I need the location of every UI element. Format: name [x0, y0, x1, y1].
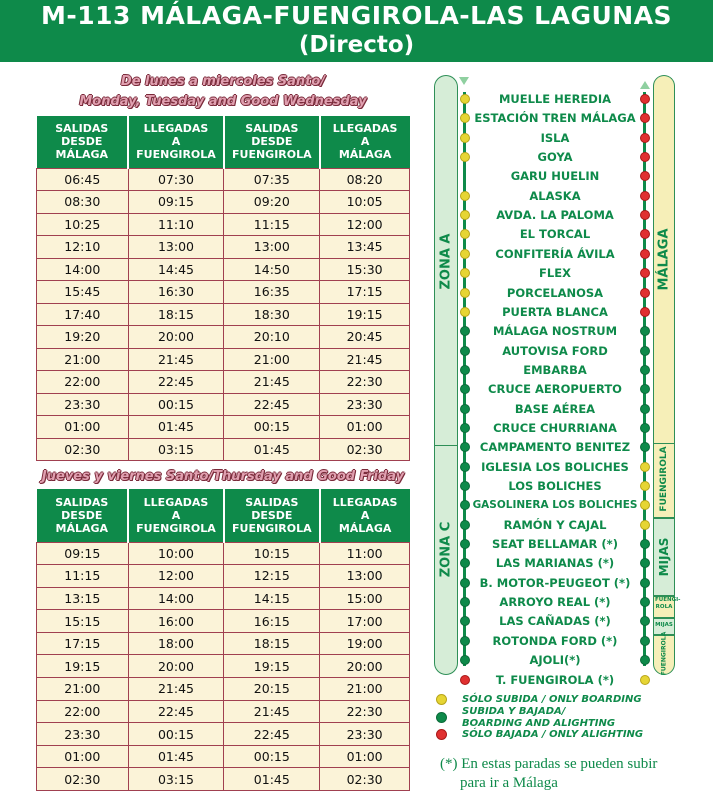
stop-dot-outbound-icon	[460, 94, 470, 104]
stop-dot-return-icon	[640, 481, 650, 491]
column-header-line: DESDE	[61, 508, 103, 522]
stop-dot-return-icon	[640, 249, 650, 259]
table-row	[37, 258, 410, 281]
stop-name: PUERTA BLANCA	[502, 304, 608, 319]
stop-name: MÁLAGA NOSTRUM	[492, 324, 618, 339]
stop-name: AUTOVISA FORD	[502, 343, 608, 358]
time-cell: 12:00	[320, 213, 410, 236]
time-cell: 12:10	[37, 236, 129, 259]
stop-dot-return-icon	[640, 268, 650, 278]
time-cell: 01:45	[224, 438, 320, 461]
stop-dot-outbound-icon	[460, 500, 470, 510]
direction-up-arrow-icon	[640, 81, 650, 89]
stop-dot-return-icon	[640, 326, 650, 336]
stop-dot-outbound-icon	[460, 520, 470, 530]
time-cell: 22:45	[128, 371, 224, 394]
time-cell: 21:45	[224, 371, 320, 394]
schedule1-title-en: Monday, Tuesday and Good Wednesday	[79, 94, 367, 109]
time-cell: 10:05	[320, 191, 410, 214]
table-row	[37, 303, 410, 326]
stop-dot-outbound-icon	[460, 384, 470, 394]
table-row	[37, 565, 410, 588]
time-cell: 15:30	[320, 258, 410, 281]
stop-dot-return-icon	[640, 578, 650, 588]
column-header-line: LLEGADAS	[143, 122, 209, 136]
stop-dot-return-icon	[640, 520, 650, 530]
column-header	[128, 116, 224, 168]
stop-dot-outbound-icon	[460, 152, 470, 162]
time-cell: 01:00	[37, 745, 129, 768]
time-cell: 22:45	[224, 393, 320, 416]
stop-dot-outbound-icon	[460, 616, 470, 626]
time-cell: 18:00	[128, 632, 224, 655]
column-header-line: DESDE	[251, 508, 293, 522]
time-cell: 03:15	[128, 768, 224, 791]
time-cell: 02:30	[37, 438, 129, 461]
time-cell: 21:45	[320, 348, 410, 371]
legend-only-alighting: SÓLO BAJADA / ONLY ALIGHTING	[462, 729, 644, 740]
time-cell: 01:00	[320, 416, 410, 439]
stop-dot-outbound-icon	[460, 191, 470, 201]
legend-red-dot-icon	[436, 729, 447, 740]
table-row	[37, 610, 410, 633]
footnote-line1: (*) En estas paradas se pueden subir	[440, 756, 658, 772]
zone-c-label: ZONA C	[438, 521, 454, 578]
stop-dot-return-icon	[640, 229, 650, 239]
time-cell: 19:15	[224, 655, 320, 678]
stop-name: IGLESIA LOS BOLICHES	[481, 459, 629, 474]
time-cell: 17:40	[37, 303, 129, 326]
legend-boarding-alighting-en: BOARDING AND ALIGHTING	[462, 718, 616, 729]
stop-dot-return-icon	[640, 539, 650, 549]
time-cell: 21:45	[224, 700, 320, 723]
time-cell: 09:15	[128, 191, 224, 214]
time-cell: 02:30	[37, 768, 129, 791]
municipality-label-fuengirola-3: FUENGIROLA	[660, 631, 668, 676]
column-header-line: DESDE	[251, 135, 293, 149]
time-cell: 13:00	[320, 565, 410, 588]
table-row	[37, 236, 410, 259]
time-cell: 16:30	[128, 281, 224, 304]
time-cell: 18:15	[128, 303, 224, 326]
stop-dot-return-icon	[640, 384, 650, 394]
time-cell: 15:45	[37, 281, 129, 304]
stop-name: CRUCE CHURRIANA	[493, 420, 617, 435]
time-cell: 08:20	[320, 168, 410, 191]
stop-name: FLEX	[539, 266, 571, 281]
legend-yellow-dot-icon	[436, 694, 447, 705]
table-row	[37, 678, 410, 701]
stop-dot-return-icon	[640, 423, 650, 433]
column-header-line: LLEGADAS	[332, 122, 398, 136]
stop-name: SEAT BELLAMAR (*)	[492, 537, 618, 552]
stop-name: LOS BOLICHES	[508, 479, 602, 493]
time-cell: 22:30	[320, 371, 410, 394]
column-header-line: A	[360, 508, 370, 522]
time-cell: 01:45	[128, 416, 224, 439]
column-header	[37, 116, 129, 168]
stop-dot-outbound-icon	[460, 539, 470, 549]
time-cell: 01:45	[224, 768, 320, 791]
column-header-line: MÁLAGA	[55, 521, 109, 535]
time-cell: 22:00	[37, 700, 129, 723]
stop-dot-outbound-icon	[460, 268, 470, 278]
time-cell: 13:00	[224, 236, 320, 259]
table-row	[37, 438, 410, 461]
column-header-line: MÁLAGA	[338, 521, 392, 535]
stop-dot-outbound-icon	[460, 462, 470, 472]
stop-dot-return-icon	[640, 152, 650, 162]
time-cell: 10:15	[224, 542, 320, 565]
time-cell: 15:00	[320, 587, 410, 610]
column-header	[224, 116, 320, 168]
table-row	[37, 700, 410, 723]
footnote	[440, 755, 710, 793]
stop-dot-return-icon	[640, 307, 650, 317]
stop-dot-return-icon	[640, 94, 650, 104]
stop-dot-return-icon	[640, 558, 650, 568]
stop-dot-outbound-icon	[460, 346, 470, 356]
column-header	[224, 489, 320, 542]
stop-dot-outbound-icon	[460, 675, 470, 685]
time-cell: 20:15	[224, 678, 320, 701]
stop-dot-outbound-icon	[460, 210, 470, 220]
stop-name: BASE AÉREA	[514, 401, 596, 416]
time-cell: 14:15	[224, 587, 320, 610]
municipality-label-malaga: MÁLAGA	[656, 228, 672, 291]
time-cell: 02:30	[320, 438, 410, 461]
table-row	[37, 393, 410, 416]
stop-dot-outbound-icon	[460, 249, 470, 259]
column-header-line: SALIDAS	[55, 495, 109, 509]
legend-green-dot-icon	[436, 712, 447, 723]
stop-dot-return-icon	[640, 210, 650, 220]
time-cell: 21:00	[37, 678, 129, 701]
time-cell: 19:20	[37, 326, 129, 349]
time-cell: 17:15	[320, 281, 410, 304]
schedule1-table	[36, 116, 410, 461]
time-cell: 14:50	[224, 258, 320, 281]
table-row	[37, 723, 410, 746]
stop-dot-outbound-icon	[460, 423, 470, 433]
stop-dot-return-icon	[640, 191, 650, 201]
stop-dot-return-icon	[640, 133, 650, 143]
stop-name: T. FUENGIROLA (*)	[495, 672, 615, 687]
column-header-line: A	[360, 135, 370, 149]
stop-name: ESTACIÓN TREN MÁLAGA	[474, 111, 636, 126]
time-cell: 14:00	[37, 258, 129, 281]
stop-dot-return-icon	[640, 500, 650, 510]
stop-dot-outbound-icon	[460, 558, 470, 568]
time-cell: 11:15	[224, 213, 320, 236]
stop-dot-return-icon	[640, 171, 650, 181]
column-header-line: FUENGIROLA	[136, 521, 216, 535]
footnote-line2: para ir a Málaga	[460, 775, 558, 791]
time-cell: 07:35	[224, 168, 320, 191]
stop-name: EL TORCAL	[519, 227, 591, 242]
table-row	[37, 281, 410, 304]
time-cell: 23:30	[37, 393, 129, 416]
time-cell: 15:15	[37, 610, 129, 633]
time-cell: 13:45	[320, 236, 410, 259]
column-header-line: FUENGIROLA	[136, 148, 216, 162]
stop-dot-outbound-icon	[460, 442, 470, 452]
stop-name: GASOLINERA LOS BOLICHES	[472, 499, 638, 512]
stop-name: PORCELANOSA	[506, 285, 604, 300]
stop-dot-return-icon	[640, 616, 650, 626]
schedule2-title: Jueves y viernes Santo/Thursday and Good Friday	[41, 469, 405, 484]
column-header	[37, 489, 129, 542]
table-row	[37, 655, 410, 678]
time-cell: 16:00	[128, 610, 224, 633]
time-cell: 00:15	[224, 416, 320, 439]
time-cell: 21:00	[224, 348, 320, 371]
stop-name: ALASKA	[529, 188, 581, 203]
stop-dot-return-icon	[640, 288, 650, 298]
municipality-label-mijas-2: MIJAS	[655, 622, 673, 628]
column-header-line: DESDE	[61, 135, 103, 149]
time-cell: 20:00	[320, 655, 410, 678]
stop-dot-outbound-icon	[460, 307, 470, 317]
column-header	[128, 489, 224, 542]
stop-name: EMBARBA	[523, 362, 587, 377]
column-header-line: SALIDAS	[245, 122, 299, 136]
time-cell: 23:30	[37, 723, 129, 746]
stop-name: ARROYO REAL (*)	[499, 595, 611, 610]
time-cell: 18:30	[224, 303, 320, 326]
stop-dot-return-icon	[640, 404, 650, 414]
time-cell: 22:45	[224, 723, 320, 746]
time-cell: 13:00	[128, 236, 224, 259]
time-cell: 03:15	[128, 438, 224, 461]
table-row	[37, 587, 410, 610]
column-header	[320, 116, 410, 168]
time-cell: 20:00	[128, 326, 224, 349]
time-cell: 22:00	[37, 371, 129, 394]
stop-name: ROTONDA FORD (*)	[492, 633, 618, 648]
time-cell: 21:00	[320, 678, 410, 701]
time-cell: 17:15	[37, 632, 129, 655]
legend-only-boarding: SÓLO SUBIDA / ONLY BOARDING	[462, 694, 642, 705]
column-header-line: MÁLAGA	[338, 148, 392, 162]
time-cell: 09:15	[37, 542, 129, 565]
time-cell: 01:00	[37, 416, 129, 439]
stop-name: AJOLI(*)	[529, 653, 581, 668]
time-cell: 10:25	[37, 213, 129, 236]
stop-name: B. MOTOR-PEUGEOT (*)	[479, 575, 631, 590]
table-row	[37, 168, 410, 191]
time-cell: 12:15	[224, 565, 320, 588]
time-cell: 02:30	[320, 768, 410, 791]
legend-boarding-alighting-es: SUBIDA Y BAJADA/	[462, 706, 566, 717]
time-cell: 07:30	[128, 168, 224, 191]
stop-dot-outbound-icon	[460, 113, 470, 123]
table-row	[37, 213, 410, 236]
stop-name: CRUCE AEROPUERTO	[488, 382, 622, 397]
title-bar	[0, 0, 713, 62]
time-cell: 13:15	[37, 587, 129, 610]
stop-dot-return-icon	[640, 597, 650, 607]
column-header-line: LLEGADAS	[143, 495, 209, 509]
column-header-line: A	[171, 135, 181, 149]
column-header	[320, 489, 410, 542]
stop-dot-return-icon	[640, 636, 650, 646]
stop-dot-return-icon	[640, 675, 650, 685]
direction-down-arrow-icon	[459, 77, 469, 85]
table-row	[37, 348, 410, 371]
stop-name: GARU HUELIN	[510, 169, 600, 184]
column-header-line: SALIDAS	[245, 495, 299, 509]
time-cell: 01:00	[320, 745, 410, 768]
table-row	[37, 191, 410, 214]
zone-a-label: ZONA A	[438, 233, 454, 290]
time-cell: 17:00	[320, 610, 410, 633]
column-header-line: SALIDAS	[55, 122, 109, 136]
time-cell: 00:15	[224, 745, 320, 768]
time-cell: 21:45	[128, 678, 224, 701]
column-header-line: FUENGIROLA	[232, 521, 312, 535]
time-cell: 00:15	[128, 393, 224, 416]
stop-name: GOYA	[537, 150, 573, 165]
schedule2-table	[36, 489, 410, 791]
stop-dot-outbound-icon	[460, 326, 470, 336]
time-cell: 23:30	[320, 723, 410, 746]
time-cell: 16:35	[224, 281, 320, 304]
time-cell: 20:10	[224, 326, 320, 349]
schedule1-title-es: De lunes a miercoles Santo/	[120, 74, 326, 89]
stop-dot-return-icon	[640, 365, 650, 375]
column-header-line: MÁLAGA	[55, 148, 109, 162]
stop-dot-return-icon	[640, 655, 650, 665]
municipality-label-mijas: MIJAS	[657, 537, 671, 577]
stop-dot-return-icon	[640, 462, 650, 472]
time-cell: 10:00	[128, 542, 224, 565]
stop-dot-outbound-icon	[460, 597, 470, 607]
time-cell: 09:20	[224, 191, 320, 214]
table-row	[37, 632, 410, 655]
time-cell: 22:30	[320, 700, 410, 723]
column-header-line: A	[171, 508, 181, 522]
route-title: M-113 MÁLAGA-FUENGIROLA-LAS LAGUNAS	[40, 1, 673, 30]
time-cell: 16:15	[224, 610, 320, 633]
stop-dot-outbound-icon	[460, 288, 470, 298]
municipality-label-fuengirola-2: FUENGI- ROLA	[655, 597, 681, 610]
column-header-line: FUENGIROLA	[232, 148, 312, 162]
stop-name: LAS MARIANAS (*)	[495, 556, 615, 571]
time-cell: 19:15	[37, 655, 129, 678]
time-cell: 14:00	[128, 587, 224, 610]
table-row	[37, 416, 410, 439]
stop-dot-return-icon	[640, 442, 650, 452]
time-cell: 19:00	[320, 632, 410, 655]
stop-dot-outbound-icon	[460, 655, 470, 665]
time-cell: 20:00	[128, 655, 224, 678]
column-header-line: LLEGADAS	[332, 495, 398, 509]
route-subtitle: (Directo)	[298, 32, 415, 58]
stop-dot-outbound-icon	[460, 481, 470, 491]
time-cell: 20:45	[320, 326, 410, 349]
table-row	[37, 768, 410, 791]
time-cell: 14:45	[128, 258, 224, 281]
stop-dot-outbound-icon	[460, 133, 470, 143]
stop-dot-outbound-icon	[460, 229, 470, 239]
time-cell: 12:00	[128, 565, 224, 588]
stop-dot-outbound-icon	[460, 365, 470, 375]
stop-name: RAMÓN Y CAJAL	[503, 517, 607, 532]
table-row	[37, 326, 410, 349]
time-cell: 08:30	[37, 191, 129, 214]
time-cell: 23:30	[320, 393, 410, 416]
time-cell: 21:00	[37, 348, 129, 371]
stop-dot-outbound-icon	[460, 404, 470, 414]
stop-name: MUELLE HEREDIA	[498, 92, 612, 106]
time-cell: 11:10	[128, 213, 224, 236]
municipality-label-fuengirola: FUENGIROLA	[659, 446, 669, 512]
stop-name: CAMPAMENTO BENITEZ	[479, 440, 631, 455]
time-cell: 00:15	[128, 723, 224, 746]
stop-dot-outbound-icon	[460, 636, 470, 646]
stop-dot-outbound-icon	[460, 578, 470, 588]
stop-name: ISLA	[540, 130, 570, 145]
stop-dot-return-icon	[640, 346, 650, 356]
table-row	[37, 745, 410, 768]
time-cell: 01:45	[128, 745, 224, 768]
stop-name: LAS CAÑADAS (*)	[499, 614, 611, 629]
time-cell: 11:00	[320, 542, 410, 565]
stop-dot-return-icon	[640, 113, 650, 123]
time-cell: 11:15	[37, 565, 129, 588]
table-row	[37, 542, 410, 565]
time-cell: 22:45	[128, 700, 224, 723]
time-cell: 19:15	[320, 303, 410, 326]
time-cell: 21:45	[128, 348, 224, 371]
table-row	[37, 371, 410, 394]
time-cell: 06:45	[37, 168, 129, 191]
stop-name: AVDA. LA PALOMA	[496, 208, 614, 223]
time-cell: 18:15	[224, 632, 320, 655]
stop-name: CONFITERÍA ÁVILA	[495, 246, 615, 261]
